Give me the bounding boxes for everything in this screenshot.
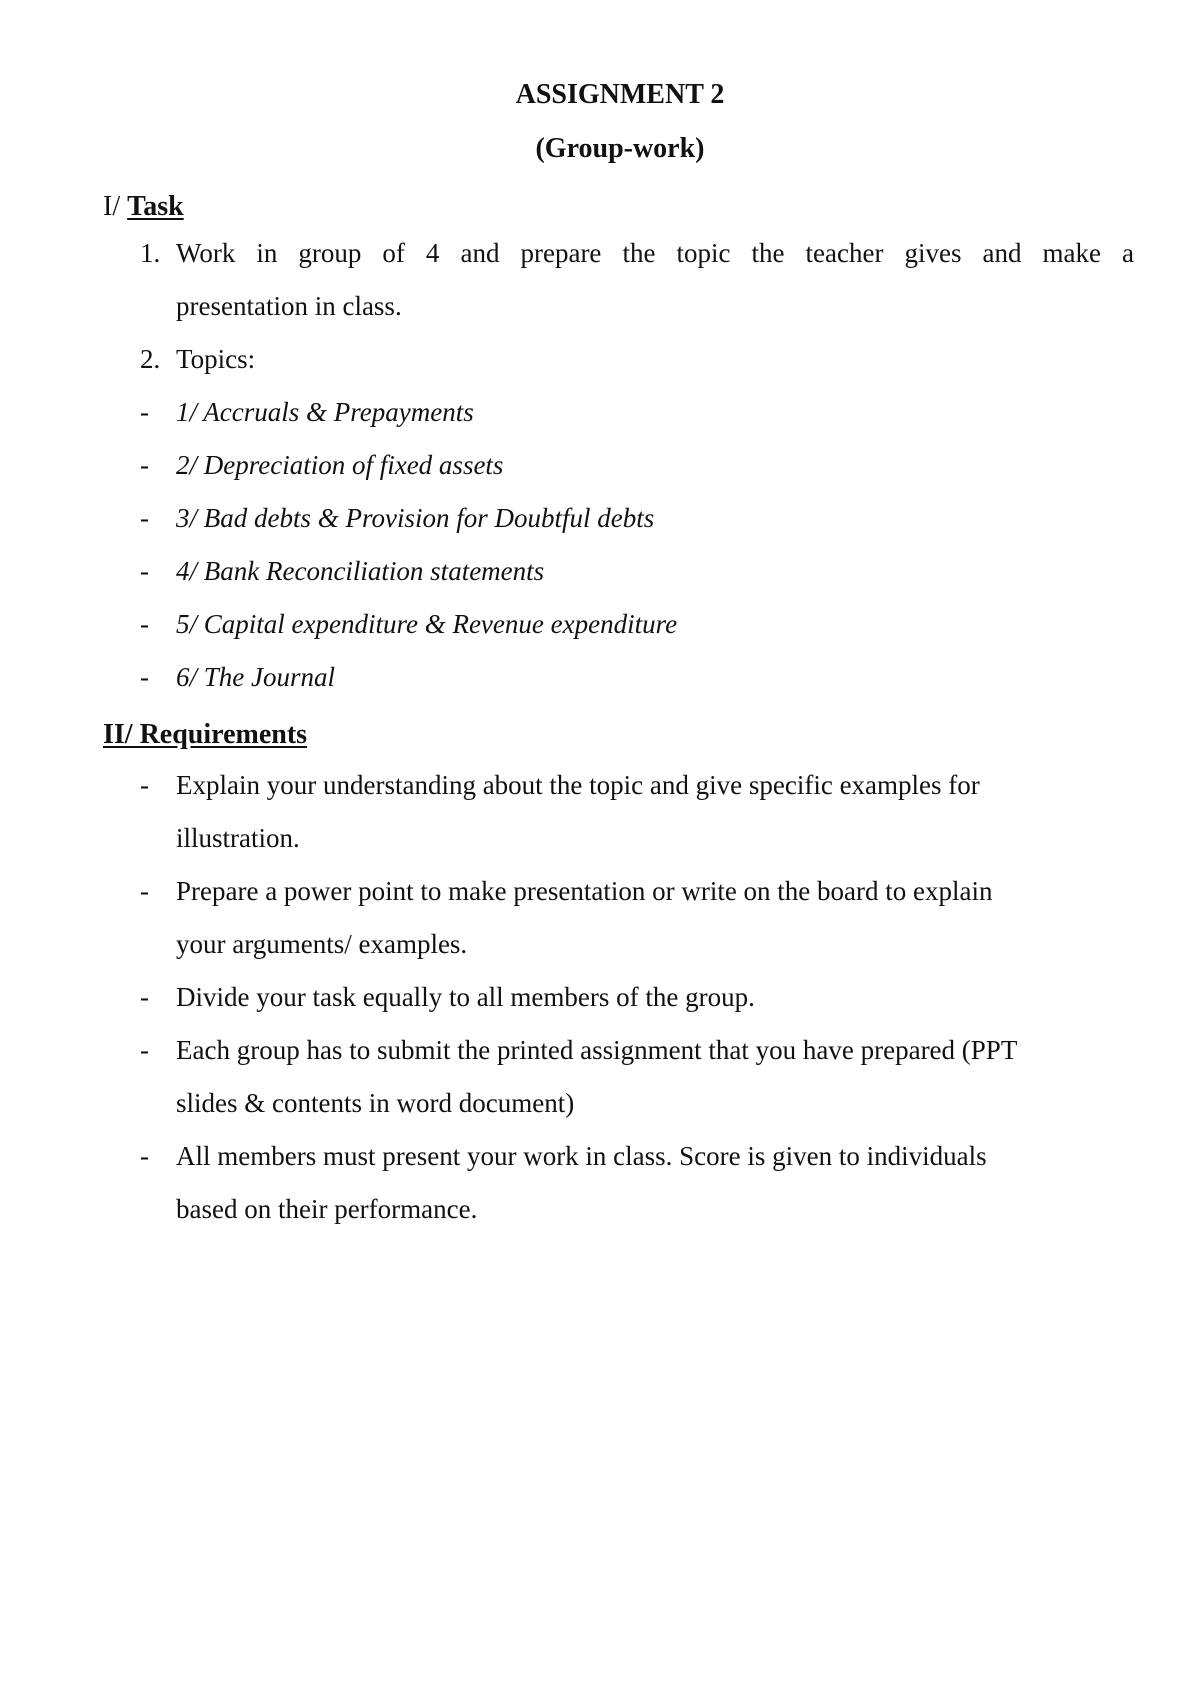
topic-item-5: 5/ Capital expenditure & Revenue expenditure: [176, 609, 678, 639]
topic-item-3: 3/ Bad debts & Provision for Doubtful debts: [176, 503, 655, 533]
task-section-label: Task: [127, 191, 184, 222]
requirement-bullet: -: [140, 1035, 149, 1065]
task-item-1-line1: Work in group of 4 and prepare the topic the teacher gives and make a: [176, 238, 1134, 268]
topic-bullet: -: [140, 609, 149, 639]
requirement-bullet: -: [140, 1141, 149, 1171]
requirement-1-line2: illustration.: [176, 823, 300, 853]
requirement-2-line1: Prepare a power point to make presentation or write on the board to explain: [176, 876, 993, 906]
task-item-2-text: Topics:: [176, 344, 256, 374]
topic-item-4: 4/ Bank Reconciliation statements: [176, 556, 545, 586]
requirement-4-line1: Each group has to submit the printed assignment that you have prepared (PPT: [176, 1035, 1018, 1065]
topic-bullet: -: [140, 450, 149, 480]
task-item-1-line2: presentation in class.: [176, 291, 402, 321]
document-subtitle: (Group-work): [535, 133, 705, 164]
requirement-bullet: -: [140, 770, 149, 800]
topic-bullet: -: [140, 556, 149, 586]
document-title: ASSIGNMENT 2: [515, 79, 725, 110]
task-section-heading: [103, 190, 184, 224]
requirement-4-line2: slides & contents in word document): [176, 1088, 575, 1118]
topic-bullet: -: [140, 397, 149, 427]
requirement-5-line1: All members must present your work in class. Score is given to individuals: [176, 1141, 987, 1171]
requirement-bullet: -: [140, 982, 149, 1012]
topic-item-2: 2/ Depreciation of fixed assets: [176, 450, 504, 480]
requirement-bullet: -: [140, 876, 149, 906]
requirement-3-line1: Divide your task equally to all members of the group.: [176, 982, 755, 1012]
requirement-5-line2: based on their performance.: [176, 1194, 478, 1224]
requirements-section-heading: II/ Requirements: [103, 719, 308, 750]
topic-item-6: 6/ The Journal: [176, 662, 335, 692]
task-section-prefix: I/: [103, 191, 128, 222]
requirement-1-line1: Explain your understanding about the topic and give specific examples for: [176, 770, 980, 800]
task-item-number-2: 2.: [140, 344, 161, 374]
task-item-number-1: 1.: [140, 238, 161, 268]
requirement-2-line2: your arguments/ examples.: [176, 929, 468, 959]
topic-bullet: -: [140, 503, 149, 533]
topic-item-1: 1/ Accruals & Prepayments: [176, 397, 474, 427]
topic-bullet: -: [140, 662, 149, 692]
